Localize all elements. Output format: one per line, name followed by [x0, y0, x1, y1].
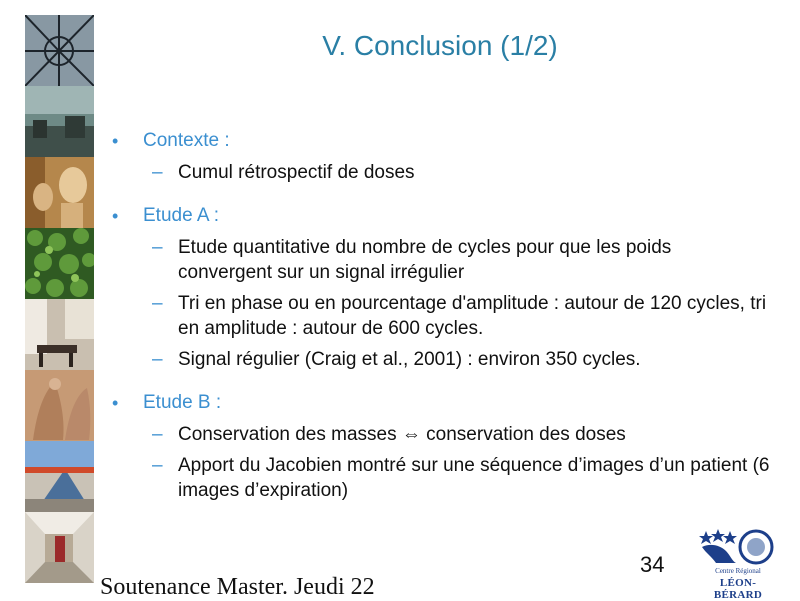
bullet-icon: • — [112, 131, 119, 151]
logo-line1: Centre Régional — [715, 567, 761, 575]
section-etude-a — [110, 203, 770, 372]
list-item — [110, 235, 770, 285]
section-heading — [110, 128, 770, 154]
corridor-photo — [25, 512, 94, 583]
section-heading-text: Etude A : — [143, 205, 220, 226]
lion-emblem-icon — [696, 527, 780, 567]
list-item — [110, 291, 770, 341]
section-heading — [110, 390, 770, 416]
dash-icon: – — [152, 424, 163, 445]
section-contexte — [110, 128, 770, 185]
section-heading-text: Contexte : — [143, 130, 230, 151]
slide-title: V. Conclusion (1/2) — [322, 30, 558, 61]
ivy-photo — [25, 228, 94, 299]
section-etude-b — [110, 390, 770, 503]
dash-icon: – — [152, 293, 163, 314]
footer-text: Soutenance Master. Jeudi 22 — [100, 574, 375, 600]
building-photo — [25, 441, 94, 512]
lobby-photo — [25, 86, 94, 157]
list-item — [110, 347, 770, 372]
list-item — [110, 453, 770, 503]
list-item — [110, 422, 770, 447]
list-item-text: Conservation des masses ⇔ conservation des doses — [178, 424, 626, 445]
bullet-icon: • — [112, 206, 119, 226]
photo-strip — [25, 15, 94, 583]
list-item — [110, 160, 770, 185]
list-item-text: Etude quantitative du nombre de cycles pour que les poids convergent sur un signal irrégulier — [178, 237, 672, 283]
slide-content — [110, 128, 770, 521]
bullet-icon: • — [112, 393, 119, 413]
cafeteria-photo — [25, 299, 94, 370]
relief-photo — [25, 370, 94, 441]
section-heading — [110, 203, 770, 229]
dash-icon: – — [152, 455, 163, 476]
list-item-text: Apport du Jacobien montré sur une séquence d’images d’un patient (6 images d’expiration) — [178, 455, 770, 501]
leon-berard-logo — [696, 527, 780, 601]
sculpture-photo — [25, 157, 94, 228]
dash-icon: – — [152, 162, 163, 183]
logo-line2: LÉON-BÉRARD — [713, 577, 763, 601]
page-number: 34 — [640, 552, 665, 577]
section-heading-text: Etude B : — [143, 392, 222, 413]
dash-icon: – — [152, 349, 163, 370]
list-item-text: Cumul rétrospectif de doses — [178, 162, 415, 183]
list-item-text: Tri en phase ou en pourcentage d'amplitude : autour de 120 cycles, tri en amplitude : autour de 600 cycles. — [178, 293, 767, 339]
list-item-text: Signal régulier (Craig et al., 2001) : environ 350 cycles. — [178, 349, 641, 370]
dash-icon: – — [152, 237, 163, 258]
atrium-roof-photo — [25, 15, 94, 86]
